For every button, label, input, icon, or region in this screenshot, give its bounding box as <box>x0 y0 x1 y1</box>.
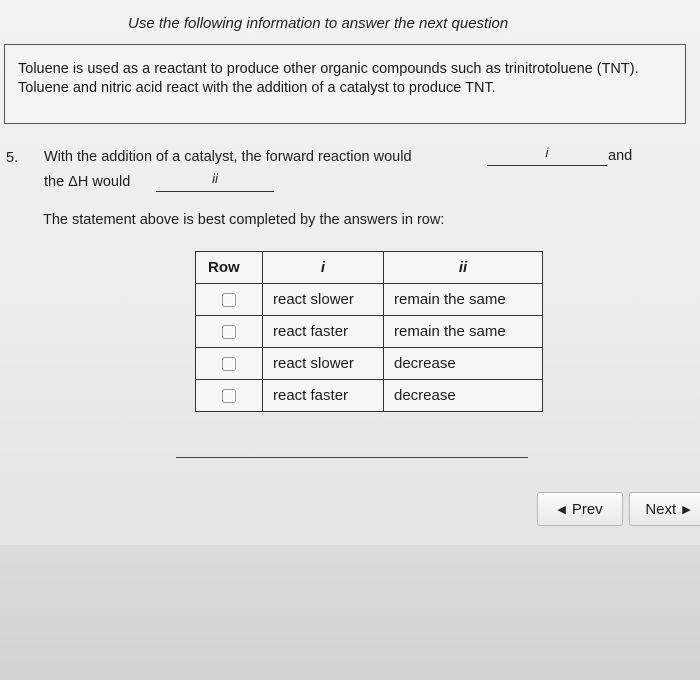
option-4-ii: decrease <box>384 380 543 412</box>
question-number: 5. <box>6 150 19 166</box>
header-row: Row <box>196 252 263 284</box>
information-text: Toluene is used as a reactant to produce other organic compounds such as trinitrotoluene (TNT). Toluene and nitric acid react with the addition of a catalyst to produce TNT. <box>18 61 639 96</box>
table-row[interactable] <box>196 348 543 380</box>
triangle-right-icon: ▶ <box>682 503 691 516</box>
option-3-i: react slower <box>263 348 384 380</box>
table-row[interactable] <box>196 316 543 348</box>
prev-label: Prev <box>571 500 603 518</box>
next-label: Next <box>645 500 677 518</box>
prev-button[interactable] <box>537 492 623 526</box>
option-1-radio[interactable] <box>222 293 236 307</box>
option-4-radio[interactable] <box>222 389 236 403</box>
triangle-left-icon: ◀ <box>557 503 566 516</box>
blank-i: i <box>487 145 607 166</box>
option-3-radio[interactable] <box>222 357 236 371</box>
option-1-i: react slower <box>263 284 384 316</box>
header-ii: ii <box>384 252 543 284</box>
table-row[interactable] <box>196 284 543 316</box>
table-row[interactable] <box>196 380 543 412</box>
divider-line <box>176 457 528 458</box>
blank-ii: ii <box>156 171 274 192</box>
information-box <box>4 44 686 124</box>
option-4-cell <box>196 380 263 412</box>
and-text: and <box>608 148 633 164</box>
option-1-ii: remain the same <box>384 284 543 316</box>
header-i: i <box>263 252 384 284</box>
option-1-cell <box>196 284 263 316</box>
question-line-2: the ΔH would <box>44 174 131 190</box>
option-2-i: react faster <box>263 316 384 348</box>
option-3-ii: decrease <box>384 348 543 380</box>
table-header-row <box>196 252 543 284</box>
option-2-radio[interactable] <box>222 325 236 339</box>
option-4-i: react faster <box>263 380 384 412</box>
question-line-1: With the addition of a catalyst, the forward reaction would <box>44 149 412 165</box>
option-2-cell <box>196 316 263 348</box>
instruction-header: Use the following information to answer the next question <box>128 15 509 32</box>
next-button[interactable] <box>629 492 700 526</box>
option-2-ii: remain the same <box>384 316 543 348</box>
option-3-cell <box>196 348 263 380</box>
answer-table <box>195 251 543 412</box>
question-statement: The statement above is best completed by the answers in row: <box>43 212 445 228</box>
footer-area <box>0 545 700 680</box>
